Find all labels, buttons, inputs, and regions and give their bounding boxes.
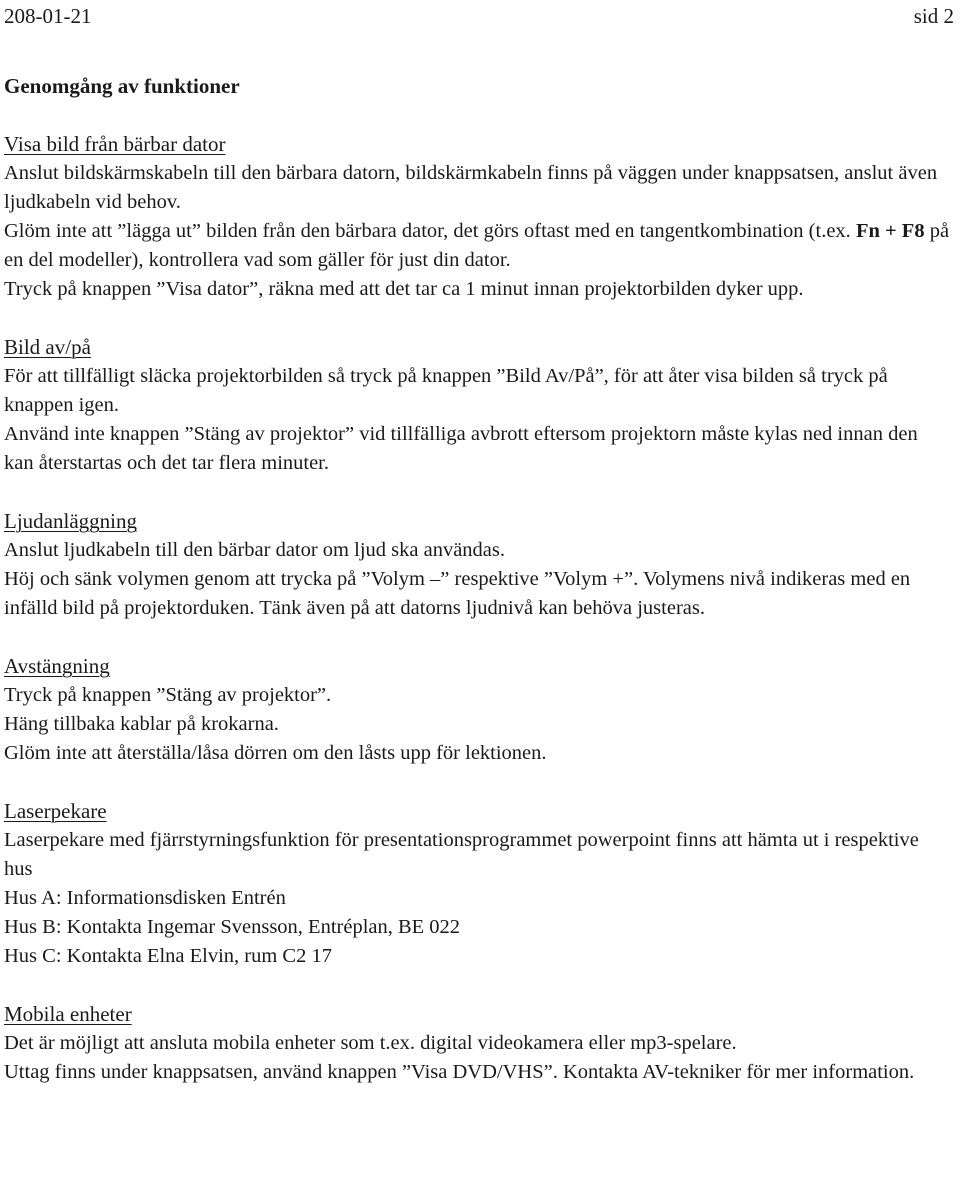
section-visa-bild <box>4 130 952 304</box>
section-bild-av-pa <box>4 333 952 478</box>
paragraph: Anslut ljudkabeln till den bärbar dator om ljud ska användas. <box>4 539 505 561</box>
section-laserpekare <box>4 797 952 971</box>
document-title: Genomgång av funktioner <box>4 74 240 98</box>
document-body <box>4 72 952 1116</box>
paragraph: Höj och sänk volymen genom att trycka på ”Volym –” respektive ”Volym +”. Volymens nivå indikeras med en infälld bild på projektorduken. Tänk även på att datorns ljudnivå kan behöva justeras. <box>4 568 911 619</box>
section-heading: Visa bild från bärbar dator <box>4 132 226 156</box>
paragraph: För att tillfälligt släcka projektorbilden så tryck på knappen ”Bild Av/På”, för att åter visa bilden så tryck på knappen igen. <box>4 365 888 416</box>
paragraph: Häng tillbaka kablar på krokarna. <box>4 713 279 735</box>
section-mobila-enheter <box>4 1000 952 1087</box>
paragraph: Det är möjligt att ansluta mobila enheter som t.ex. digital videokamera eller mp3-spelare. <box>4 1032 737 1054</box>
section-heading: Mobila enheter <box>4 1002 132 1026</box>
paragraph <box>4 217 952 275</box>
section-ljudanlaggning <box>4 507 952 623</box>
paragraph-text: på en del modeller), kontrollera vad som gäller för just din dator. <box>4 220 950 271</box>
header-date: 208-01-21 <box>4 4 92 28</box>
paragraph: Laserpekare med fjärrstyrningsfunktion för presentationsprogrammet powerpoint finns att hämta ut i respektive hus <box>4 829 919 880</box>
paragraph: Glöm inte att återställa/låsa dörren om den låsts upp för lektionen. <box>4 742 547 764</box>
header-page-number: sid 2 <box>913 4 954 28</box>
paragraph: Tryck på knappen ”Stäng av projektor”. <box>4 684 332 706</box>
key-combination: Fn + F8 <box>855 220 925 242</box>
section-heading: Ljudanläggning <box>4 509 137 533</box>
paragraph: Tryck på knappen ”Visa dator”, räkna med att det tar ca 1 minut innan projektorbilden dyker upp. <box>4 278 804 300</box>
section-heading: Bild av/på <box>4 335 91 359</box>
section-heading: Avstängning <box>4 654 110 678</box>
paragraph: Använd inte knappen ”Stäng av projektor” vid tillfälliga avbrott eftersom projektorn måste kylas ned innan den kan återstartas och det tar flera minuter. <box>4 423 918 474</box>
paragraph: Hus C: Kontakta Elna Elvin, rum C2 17 <box>4 945 332 967</box>
page-header <box>4 2 954 30</box>
paragraph-text: Glöm inte att ”lägga ut” bilden från den bärbara dator, det görs oftast med en tangentkombination (t.ex. <box>4 220 856 242</box>
paragraph: Anslut bildskärmskabeln till den bärbara datorn, bildskärmkabeln finns på väggen under knappsatsen, anslut även ljudkabeln vid behov. <box>4 162 938 213</box>
section-avstangning <box>4 652 952 768</box>
paragraph: Uttag finns under knappsatsen, använd knappen ”Visa DVD/VHS”. Kontakta AV-tekniker för mer information. <box>4 1061 915 1083</box>
paragraph: Hus B: Kontakta Ingemar Svensson, Entréplan, BE 022 <box>4 916 461 938</box>
paragraph: Hus A: Informationsdisken Entrén <box>4 887 286 909</box>
section-heading: Laserpekare <box>4 799 107 823</box>
